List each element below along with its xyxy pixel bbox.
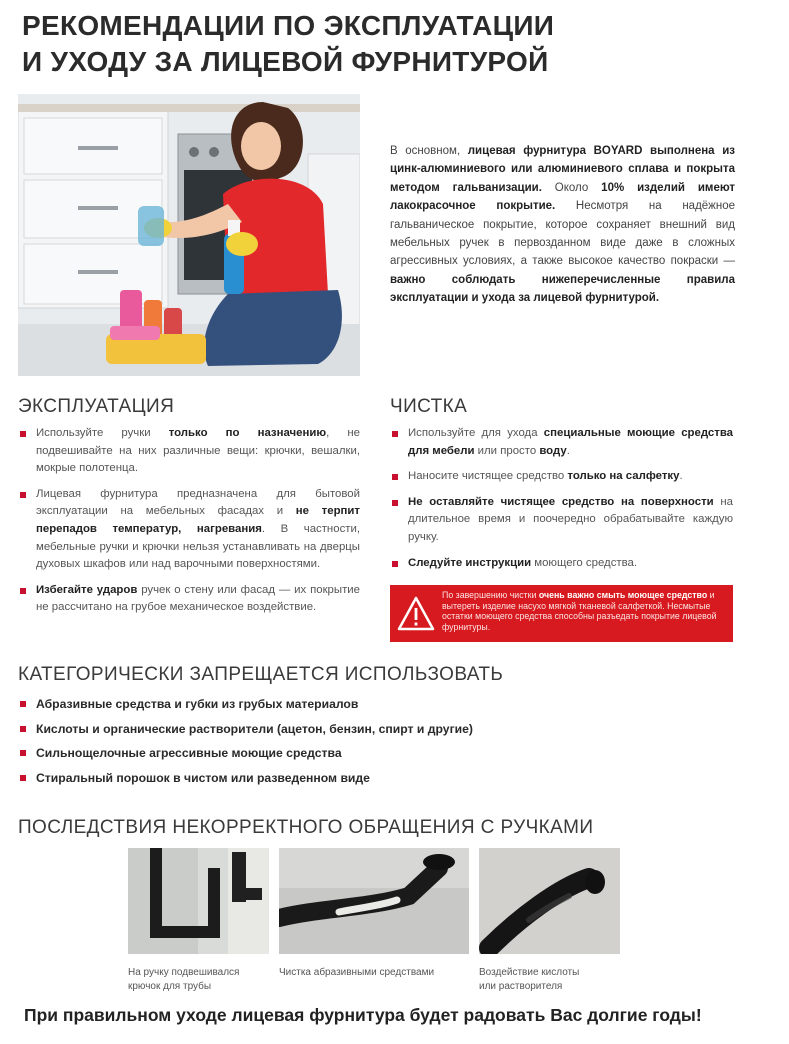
- operation-heading: ЭКСПЛУАТАЦИЯ: [18, 396, 175, 417]
- forbidden-list: [18, 695, 758, 793]
- list-item: Сильнощелочные агрессивные моющие средства: [18, 744, 758, 769]
- list-item: Избегайте ударов ручек о стену или фасад — их покрытие не рассчитано на грубое механическое воздействие.: [18, 582, 360, 617]
- list-item: Стиральный порошок в чистом или разведенном виде: [18, 769, 758, 794]
- operation-list: [18, 425, 360, 625]
- list-item: Следуйте инструкции моющего средства.: [390, 555, 733, 573]
- warning-text: По завершению чистки очень важно смыть моющее средство и вытереть изделие насухо мягкой тканевой салфеткой. Несмытые остатки моющего средства способны разъедать покрытие лицевой фурнитуры.: [442, 590, 717, 632]
- warning-triangle-icon: [396, 595, 436, 633]
- abrasive-damage-photo: [279, 848, 469, 954]
- list-item: Лицевая фурнитура предназначена для бытовой эксплуатации на мебельных фасадах и не терпит перепадов температур, нагревания. В частности, мебельные ручки и крючки нельзя устанавливать на дверцы духовых шкафов или над варочными поверхностями.: [18, 486, 360, 574]
- cleaning-list: [390, 425, 733, 580]
- warning-box: [390, 585, 733, 642]
- caption-abrasive: Чистка абразивными средствами: [279, 967, 435, 978]
- list-item: Наносите чистящее средство только на салфетку.: [390, 468, 733, 486]
- list-item: Кислоты и органические растворители (ацетон, бензин, спирт и другие): [18, 720, 758, 745]
- forbidden-heading: КАТЕГОРИЧЕСКИ ЗАПРЕЩАЕТСЯ ИСПОЛЬЗОВАТЬ: [18, 664, 504, 685]
- kitchen-cleaning-photo: [18, 94, 360, 376]
- cleaning-heading: ЧИСТКА: [390, 396, 468, 417]
- page-title: РЕКОМЕНДАЦИИ ПО ЭКСПЛУАТАЦИИ И УХОДУ ЗА ЛИЦЕВОЙ ФУРНИТУРОЙ: [22, 10, 555, 77]
- caption-acid: Воздействие кислоты или растворителя: [479, 967, 580, 992]
- intro-text: В основном, лицевая фурнитура BOYARD выполнена из цинк-алюминиевого или алюминиевого сплава и покрыта методом гальванизации. Около 10% изделий имеют лакокрасочное покрытие. Несмотря на надёжное гальваническое покрытие, которое сохраняет внешний вид мебельных ручек в первозданном виде даже в сложных агрессивных условиях, а также высокое качество покраски — важно соблюдать нижеперечисленные правила эксплуатации и ухода за лицевой фурнитурой.: [390, 145, 736, 305]
- caption-hook: На ручку подвешивался крючок для трубы: [128, 967, 240, 992]
- hook-damage-photo: [128, 848, 269, 954]
- list-item: Абразивные средства и губки из грубых материалов: [18, 695, 758, 720]
- list-item: Используйте ручки только по назначению, не подвешивайте на них различные вещи: крючки, вешалки, мокрые полотенца.: [18, 425, 360, 478]
- list-item: Используйте для ухода специальные моющие средства для мебели или просто воду.: [390, 425, 733, 460]
- consequences-heading: ПОСЛЕДСТВИЯ НЕКОРРЕКТНОГО ОБРАЩЕНИЯ С РУЧКАМИ: [18, 817, 594, 838]
- acid-damage-photo: [479, 848, 620, 954]
- list-item: Не оставляйте чистящее средство на поверхности на длительное время и поочередно обрабатывайте каждую ручку.: [390, 494, 733, 547]
- footer-message: При правильном уходе лицевая фурнитура будет радовать Вас долгие годы!: [24, 1005, 702, 1025]
